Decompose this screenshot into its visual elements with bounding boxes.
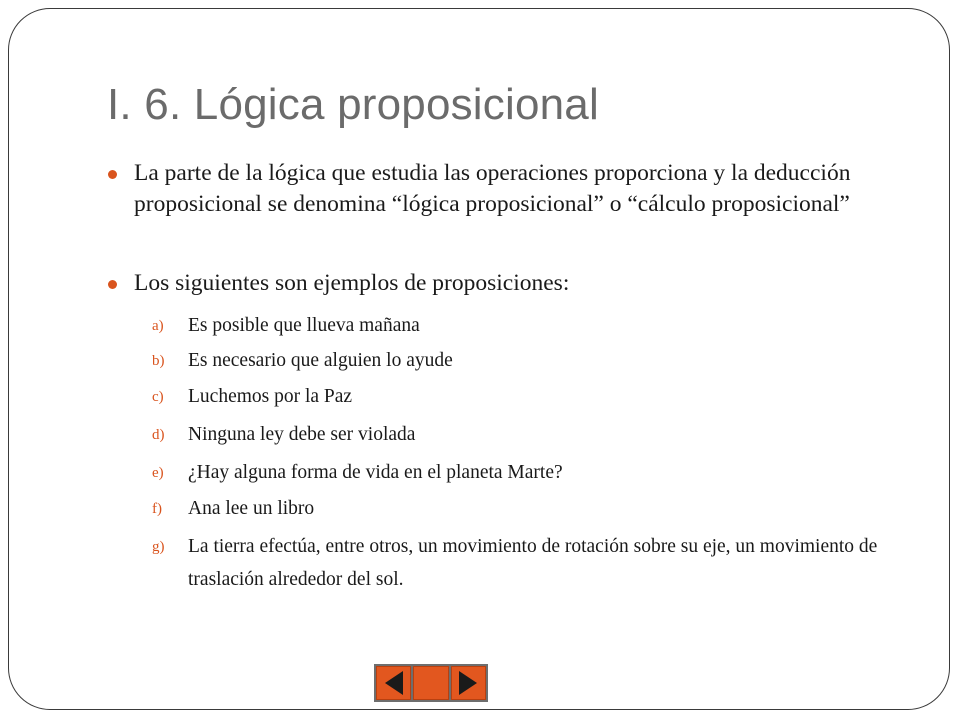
list-marker: c) bbox=[152, 389, 164, 405]
list-item-text: ¿Hay alguna forma de vida en el planeta Marte? bbox=[188, 462, 563, 483]
list-item-text: Luchemos por la Paz bbox=[188, 386, 353, 407]
bullet-dot-icon bbox=[108, 170, 117, 179]
list-item-text: La tierra efectúa, entre otros, un movimiento de rotación sobre su eje, un movimiento de traslación alrededor del sol. bbox=[188, 536, 878, 590]
home-slide-button[interactable] bbox=[413, 666, 448, 700]
list-item bbox=[152, 418, 912, 451]
list-item-text: Ninguna ley debe ser violada bbox=[188, 424, 416, 445]
list-item bbox=[152, 344, 912, 377]
list-marker: a) bbox=[152, 318, 164, 334]
list-marker: f) bbox=[152, 501, 162, 517]
triangle-right-icon bbox=[457, 670, 479, 696]
list-item bbox=[152, 380, 912, 413]
bullet-text: Los siguientes son ejemplos de proposiciones: bbox=[134, 270, 570, 296]
list-marker: g) bbox=[152, 539, 165, 555]
list-item bbox=[152, 492, 912, 525]
list-marker: d) bbox=[152, 427, 165, 443]
next-slide-button[interactable] bbox=[451, 666, 486, 700]
previous-slide-button[interactable] bbox=[376, 666, 411, 700]
list-item bbox=[152, 456, 912, 489]
bullet-item bbox=[108, 158, 908, 220]
slide-title: I. 6. Lógica proposicional bbox=[107, 80, 599, 129]
bullet-item bbox=[108, 268, 908, 299]
list-item-text: Ana lee un libro bbox=[188, 498, 315, 519]
list-item-text: Es posible que llueva mañana bbox=[188, 315, 420, 336]
list-marker: e) bbox=[152, 465, 164, 481]
list-item-text: Es necesario que alguien lo ayude bbox=[188, 350, 453, 371]
list-item bbox=[152, 309, 912, 342]
list-marker: b) bbox=[152, 353, 165, 369]
slide-navigation bbox=[374, 664, 488, 702]
list-item bbox=[152, 530, 912, 596]
bullet-text: La parte de la lógica que estudia las operaciones proporciona y la deducción proposicional se denomina “lógica proposicional” o “cálculo proposicional” bbox=[134, 160, 851, 217]
triangle-left-icon bbox=[383, 670, 405, 696]
bullet-dot-icon bbox=[108, 280, 117, 289]
